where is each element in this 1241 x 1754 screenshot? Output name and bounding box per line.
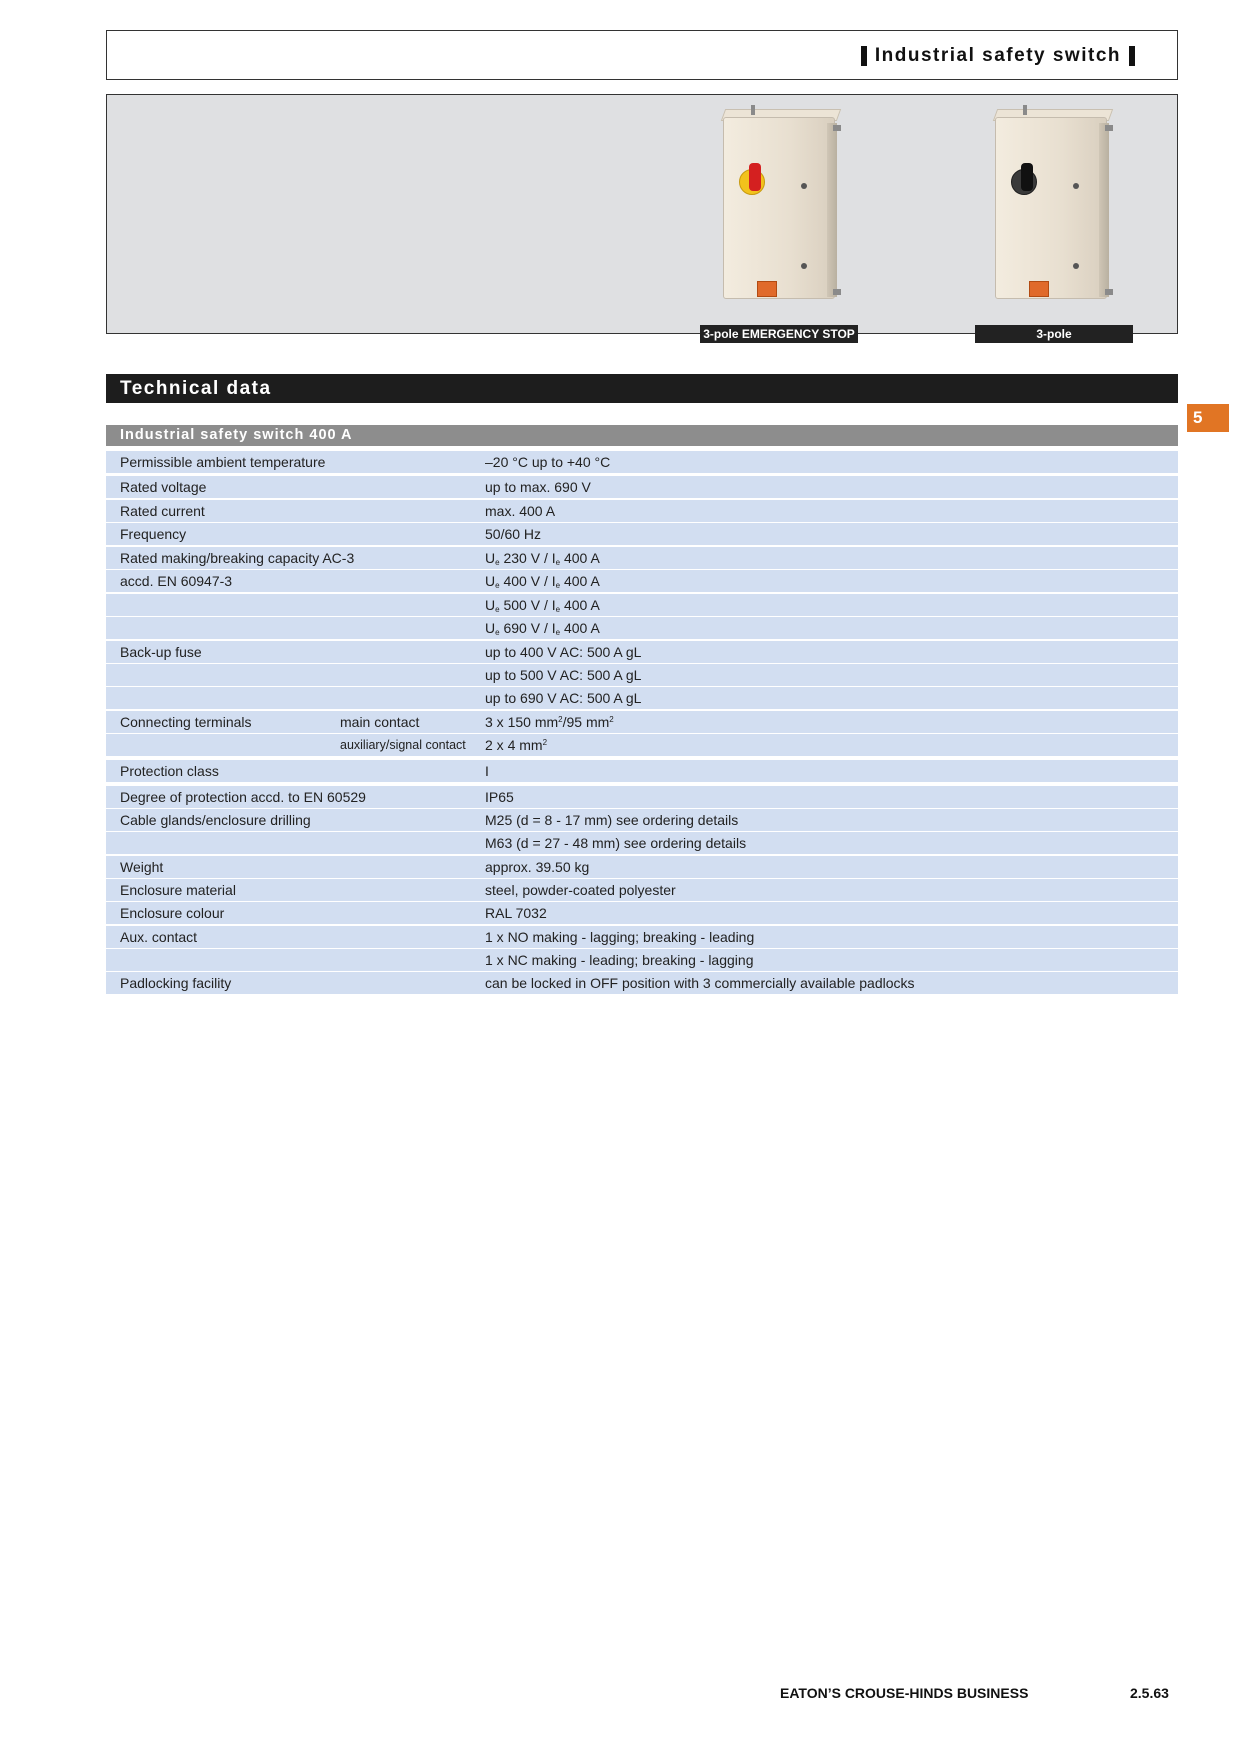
row-value: can be locked in OFF position with 3 commercially available padlocks [485,975,915,991]
row-value [485,617,600,639]
value-index: 2 [558,715,563,724]
value-text: U [485,550,496,566]
row-label: Weight [120,859,164,875]
value-index: e [495,605,500,614]
page-header [106,30,1178,80]
row-value: up to 500 V AC: 500 A gL [485,667,642,683]
row-label: Rated current [120,503,205,519]
table-row [106,926,1178,948]
row-value: RAL 7032 [485,905,547,921]
row-label: Padlocking facility [120,975,232,991]
table-row [106,809,1178,831]
value-index: 2 [542,738,548,747]
row-label: Rated voltage [120,479,207,495]
value-text: 400 A [560,597,600,613]
row-label: Back-up fuse [120,644,202,660]
value-text: 400 V / I [499,573,556,589]
header-title-text: Industrial safety switch [874,45,1121,66]
row-value [485,594,600,616]
value-index: e [555,628,561,637]
value-text: U [485,597,496,613]
caption-emergency-stop: 3-pole EMERGENCY STOP [700,325,858,343]
value-text: 400 A [560,573,600,589]
row-value: 1 x NC making - leading; breaking - lagging [485,952,754,968]
table-row [106,451,1178,473]
value-text: 400 A [560,550,600,566]
caption-3-pole: 3-pole [975,325,1133,343]
product-image-emergency-stop [723,105,853,305]
value-text: 230 V / I [499,550,556,566]
header-title [861,45,1135,67]
table-row [106,879,1178,901]
product-photo-panel [106,94,1178,334]
row-value: approx. 39.50 kg [485,859,590,875]
table-row [106,711,1178,733]
value-text: /95 mm [562,714,610,730]
value-index: e [555,581,561,590]
value-text: U [485,620,496,636]
table-row [106,500,1178,522]
row-value: –20 °C up to +40 °C [485,454,611,470]
table-row [106,972,1178,994]
row-value: up to 400 V AC: 500 A gL [485,644,642,660]
table-row [106,641,1178,663]
table-row [106,949,1178,971]
row-sublabel: main contact [340,714,420,730]
row-value: up to max. 690 V [485,479,591,495]
table-row [106,547,1178,569]
row-label: Enclosure colour [120,905,225,921]
table-row [106,617,1178,639]
table-row [106,594,1178,616]
row-sublabel: auxiliary/signal contact [340,738,466,752]
table-row [106,856,1178,878]
row-label: Cable glands/enclosure drilling [120,812,311,828]
row-label: Permissible ambient temperature [120,454,326,470]
title-bar-left [861,46,867,66]
row-label: Connecting terminals [120,714,252,730]
row-value [485,734,547,756]
value-index: e [555,605,561,614]
row-value: I [485,763,489,779]
section-title: Technical data [106,374,1178,403]
table-row [106,523,1178,545]
value-text: 2 x 4 mm [485,737,543,753]
row-label: Protection class [120,763,219,779]
row-label: Frequency [120,526,187,542]
row-value: 1 x NO making - lagging; breaking - leading [485,929,755,945]
row-value: up to 690 V AC: 500 A gL [485,690,642,706]
value-index: e [495,581,500,590]
row-label: Enclosure material [120,882,236,898]
row-label: Aux. contact [120,929,198,945]
table-row [106,902,1178,924]
value-text: 690 V / I [499,620,556,636]
row-value: M63 (d = 27 - 48 mm) see ordering details [485,835,747,851]
value-text: 400 A [560,620,600,636]
chapter-tab: 5 [1187,404,1229,432]
value-text: 3 x 150 mm [485,714,559,730]
table-row [106,664,1178,686]
row-value: max. 400 A [485,503,556,519]
value-text: 500 V / I [499,597,556,613]
table-row [106,570,1178,592]
table-row [106,476,1178,498]
table-row [106,786,1178,808]
row-value: 50/60 Hz [485,526,542,542]
value-index: e [495,628,500,637]
value-text: U [485,573,496,589]
table-title: Industrial safety switch 400 A [106,425,1178,446]
table-row [106,760,1178,782]
value-index: e [555,558,561,567]
title-bar-right [1129,46,1135,66]
row-value [485,711,614,733]
row-value: IP65 [485,789,514,805]
value-index: e [495,558,500,567]
row-value: steel, powder-coated polyester [485,882,676,898]
product-image-3-pole [995,105,1125,305]
table-row [106,734,1178,756]
page-number: 2.5.63 [1130,1685,1169,1701]
table-row [106,832,1178,854]
value-index: 2 [609,715,614,724]
table-row [106,687,1178,709]
footer-brand: EATON’S CROUSE-HINDS BUSINESS [780,1685,1029,1701]
row-label: Rated making/breaking capacity AC-3 [120,550,355,566]
row-value: M25 (d = 8 - 17 mm) see ordering details [485,812,739,828]
row-value [485,570,600,592]
row-label: Degree of protection accd. to EN 60529 [120,789,366,805]
row-label: accd. EN 60947-3 [120,573,233,589]
row-value [485,547,600,569]
